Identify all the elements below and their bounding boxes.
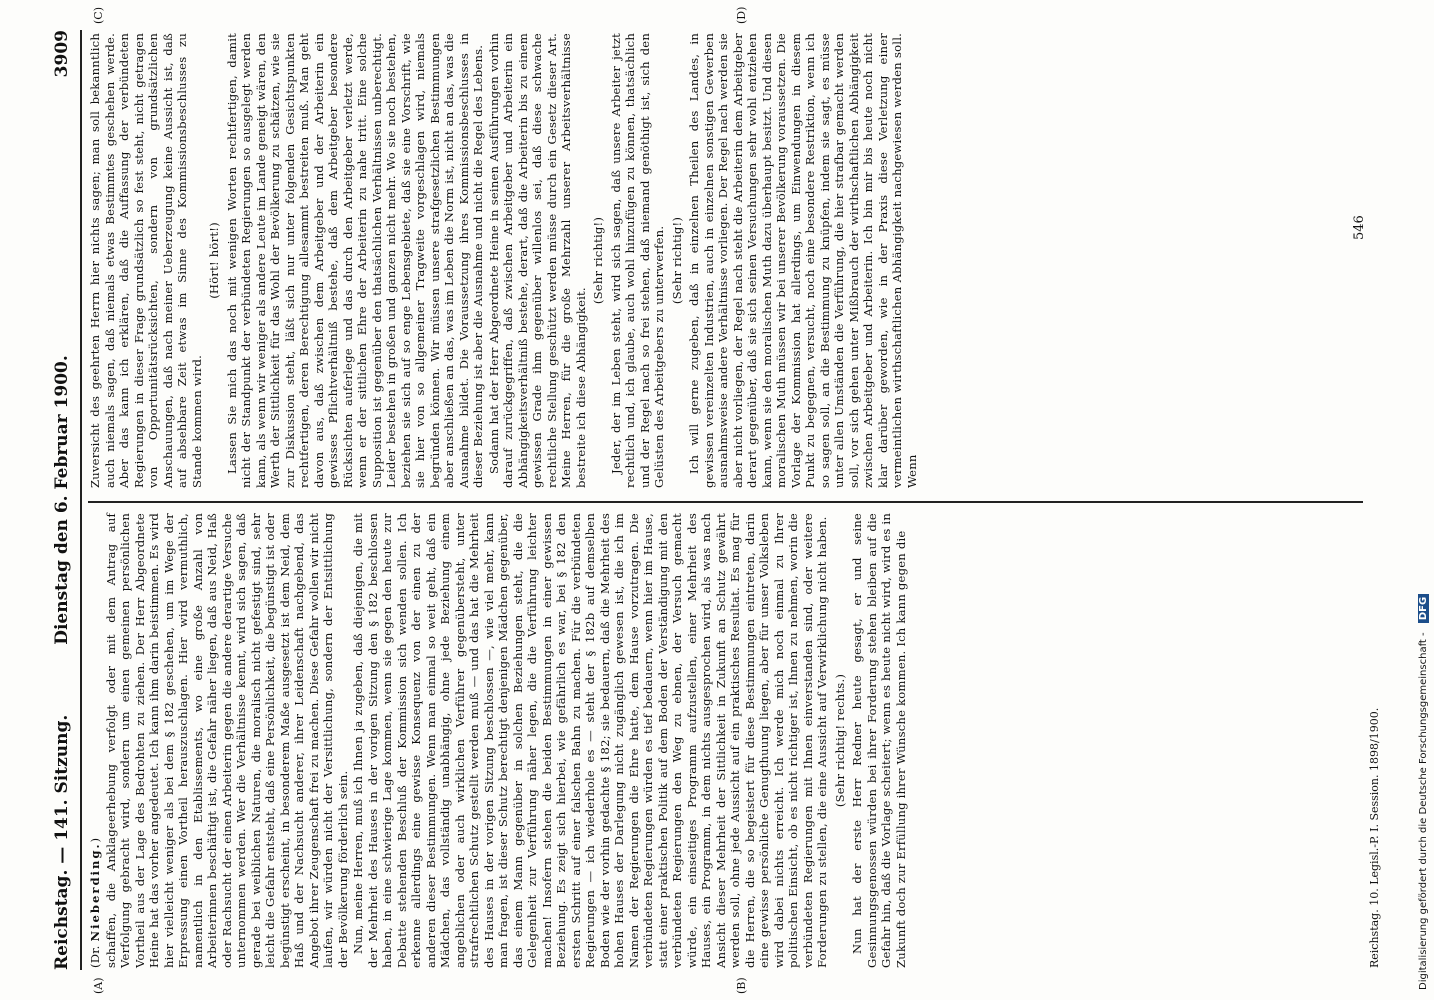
speaker-line xyxy=(88,513,103,968)
margin-label-d: (D) xyxy=(735,6,748,24)
margin-label-c: (C) xyxy=(92,7,105,24)
digitization-sidebar xyxy=(1418,10,1432,990)
header-left: Reichstag. — 141. Sitzung. xyxy=(52,714,72,970)
right-column xyxy=(88,33,1368,488)
page-footer: Reichstag. 10. Legisl.-P. I. Session. 1898/1900. xyxy=(1368,707,1381,968)
paragraph: Ich will gerne zugeben, daß in einzelnen Theilen des Landes, in gewissen vereinzelten Industrien, auch in einzelnen sonstigen Gewerben ausnahmsweise andere Verhältnisse vorliegen. Der Regel nach werden sie aber nicht vorliegen, der Regel nach steht die Arbeiterin dem Arbeitgeber derart gegenüber, daß sie sich seinen Versuchungen sehr wohl entziehen kann, wenn sie den moralischen Muth dazu überhaupt besitzt. Und diesen moralischen Muth müssen wir bei unserer Bevölkerung voraussetzen. Die Vorlage der Kommission hat allerdings, um Einwendungen in diesem Punkt zu begegnen, versucht, noch eine besondere Restriktion, wenn ich so sagen soll, an die Bestimmung zu knüpfen, indem sie sagt, es müsse unter allen Umständen die Verführung, die hier strafbar gemacht werden soll, vor sich gehen unter Mißbrauch der wirthschaftlichen Abhängigkeit zwischen Arbeitgeber und Arbeiterin. Ich bin mir bis heute noch nicht klar darüber geworden, wie in der Praxis diese Verletzung einer vermeintlichen wirthschaftlichen Abhängigkeit nachgewiesen werden soll. Wenn xyxy=(687,33,919,488)
column-divider xyxy=(88,501,1363,503)
paragraph: schaffen, die Anklageerhebung verfolgt oder mit dem Antrag auf Verfolgung gebracht wird, sondern um einen gemeinen persönlichen Vortheil aus der Lage des Bedrohten zu ziehen. Der Herr Abgeordnete Heine hat das vorher angedeutet. Ich kann ihm darin beistimmen. Es wird hier vielleicht weniger als bei dem § 182 geschehen, um im Wege der Erpressung einen Vortheil herauszuschlagen. Hier wird vermuthlich, namentlich in den Etablissements, wo eine große Anzahl von Arbeiterinnen beschäftigt ist, die Gefahr näher liegen, daß aus Neid, Haß oder Rachsucht der einen Arbeiterin gegen die andere derartige Versuche unternommen werden. Wer die Verhältnisse kennt, wird sich sagen, daß gerade bei weiblichen Naturen, die moralisch nicht gefestigt sind, sehr leicht die Gefahr entsteht, daß eine Persönlichkeit, die begünstigt ist oder begünstigt erscheint, in besonderem Maße ausgesetzt ist dem Neid, dem Haß und der Nachsucht anderer, ihrer Leidenschaft nachgebend, das Angebot ihrer Zeugenschaft frei zu machen. Diese Gefahr wollen wir nicht laufen, wir würden nicht der Versittlichung, sondern der Entsittlichung der Bevölkerung förderlich sein. xyxy=(103,513,350,968)
sidebar-text: Digitalisierung gefördert durch die Deutsche Forschungsgemeinschaft - xyxy=(1418,632,1429,990)
paragraph: Zuversicht des geehrten Herrn hier nichts sagen; man soll bekanntlich auch niemals sagen, daß niemals etwas Bestimmtes geschehen werde. Aber das kann ich erklären, daß die Auffassung der verbündeten Regierungen in dieser Frage grundsätzlich so fest steht, nicht getragen von Opportunitätsrücksichten, sondern von grundsätzlichen Anschauungen, daß nach meiner Ueberzeugung keine Aussicht ist, daß auf absehbare Zeit etwas im Sinne des Kommissionsbeschlusses zu Stande kommen wird. xyxy=(88,33,204,488)
applause-note: (Sehr richtig! rechts.) xyxy=(832,673,847,808)
interjection: (Hört! hört!) xyxy=(207,222,221,299)
interjection: (Sehr richtig!) xyxy=(669,216,684,305)
header-date: Dienstag den 6. Februar 1900. xyxy=(52,355,72,645)
page-number: 3909 xyxy=(52,30,72,78)
page-header xyxy=(52,30,78,970)
paragraph: Sodann hat der Herr Abgeordnete Heine in seinen Ausführungen vorhin darauf zurückgegriffen, daß zwischen Arbeitgeber und Arbeiterin ein Abhängigkeitsverhältniß bestehe, derart, daß die Arbeiterin bis zu einem gewissen Grade ihm gegenüber willenlos sei, daß diese schwache rechtliche Stellung geschützt werden müsse durch ein Gesetz dieser Art. Meine Herren, für die große Mehrzahl unserer Arbeitsverhältnisse bestreite ich diese Abhängigkeit. xyxy=(486,33,588,488)
speaker-name: Nieberding. xyxy=(88,842,102,942)
signature-number: 546 xyxy=(1352,215,1367,240)
sidebar-credit xyxy=(1418,10,1429,990)
left-column xyxy=(88,513,1368,968)
margin-label-a: (A) xyxy=(92,977,105,994)
paragraph: Lassen Sie mich das noch mit wenigen Worten rechtfertigen, damit nicht der Standpunkt der verbündeten Regierungen so ausgelegt werden kann, als wenn wir weniger als andere Leute im Lande geneigt wären, den Werth der Sittlichkeit für das Wohl der Bevölkerung zu schätzen, wie sie zur Diskussion steht, läßt sich nur unter folgenden Gesichtspunkten rechtfertigen, deren Berechtigung allesammt bestreiten muß. Man geht davon aus, daß zwischen dem Arbeitgeber und der Arbeiterin ein gewisses Pflichtverhältniß bestehe, daß dem Arbeitgeber besondere Rücksichten auferlege und das durch den Arbeitgeber verletzt werde, wenn er der sittlichen Ehre der Arbeiterin zu nahe tritt. Eine solche Supposition ist gegenüber den thatsächlichen Verhältnissen unberechtigt. Leider bestehen in großen und ganzen nicht mehr. Wo sie noch bestehen, beziehen sie sich auf so enge Lebensgebiete, daß sie eine Vorschrift, wie sie hier von so allgemeiner Tragweite vorgeschlagen wird, niemals begründen können. Wir müssen unsere strafgesetzlichen Bestimmungen aber anschließen an das, was im Leben die Norm ist, nicht an das, was die Ausnahme bildet. Die Voraussetzung ihres Kommissionsbeschlusses in dieser Beziehung ist aber die Ausnahme und nicht die Regel des Lebens. xyxy=(224,32,485,488)
speaker-prefix: (Dr. xyxy=(88,945,102,968)
paragraph: Nun hat der erste Herr Redner heute gesagt, er und seine Gesinnungsgenossen würden bei ihrer Forderung stehen bleiben auf die Gefahr hin, daß die Vorlage scheitert; wenn es heute nicht wird, wird es in Zukunft doch zur Erfüllung ihrer Wünsche kommen. Ich kann gegen die xyxy=(850,513,908,968)
interjection: (Sehr richtig!) xyxy=(591,216,605,305)
dfg-logo: DFG xyxy=(1418,594,1429,623)
paragraph: Jeder, der im Leben steht, wird sich sagen, daß unsere Arbeiter jetzt rechtlich und, ich glaube, auch wohl hinzufügen zu können, thatsächlich und der Regel nach so frei stehen, daß niemand genöthigt ist, sich den Gelüsten des Arbeitgebers zu unterwerfen. xyxy=(608,33,666,488)
margin-label-b: (B) xyxy=(735,977,748,994)
speaker-suffix: ) xyxy=(88,837,102,843)
paragraph: Nun, meine Herren, muß ich Ihnen ja zugeben, daß diejenigen, die mit der Mehrheit des Hauses in der vorigen Sitzung den § 182 beschlossen haben, in eine schwierige Lage kommen, wenn sie gegen den heute zur Debatte stehenden Beschluß der Kommission sich wenden sollen. Ich erkenne allerdings eine gewisse Konsequenz von der einen zu der anderen dieser Bestimmungen. Wenn man einmal so weit geht, daß ein Mädchen, das vollständig unabhängig, ohne jede Beziehung einem angeblichen oder auch wirklichen Verführer gegenübersteht, unter strafrechtlichen Schutz gestellt werden muß — und das hat die Mehrheit des Hauses in der vorigen Sitzung beschlossen —, wie viel mehr, kann man fragen, ist dieser Schutz berechtigt denjenigen Mädchen gegenüber, das einem Mann gegenüber in solchen Beziehungen steht, die die Gelegenheit zur Verführung näher legen, die die Verführung leichter machen! Insofern stehen die beiden Bestimmungen in einer gewissen Beziehung. Es zeigt sich hierbei, wie gefährlich es war, bei § 182 den ersten Schritt auf einer falschen Bahn zu machen. Für die verbündeten Regierungen — ich wiederhole es — steht der § 182b auf demselben Boden wie der vorhin gedachte § 182; sie bedauern, daß die Mehrheit des hohen Hauses der Darlegung nicht zugänglich gewesen ist, die ich im Namen der Regierungen die Ehre hatte, dem Hause vorzutragen. Die verbündeten Regierungen würden es tief bedauern, wenn hier im Hause, statt einer praktischen Politik auf dem Boden der Verständigung mit den verbündeten Regierungen den Weg zu ebnen, der Versuch gemacht würde, ein einseitiges Programm aufzustellen, einer Mehrheit des Hauses, ein Programm, in dem nichts ausgesprochen wird, als was nach Ansicht dieser Mehrheit der Sittlichkeit in Zukunft an Schutz gewährt werden soll, ohne jede Aussicht auf ein praktisches Resultat. Es mag für die Herren, die so begeistert für diese Bestimmungen eintreten, darin eine gewisse persönliche Genugthuung liegen, aber für unser Volksleben wird dabei nichts erreicht. Ich werde mich noch einmal zu Ihrer politischen Einsicht, ob es nicht richtiger ist, Ihnen zu nehmen, worin die verbündeten Regierungen mit Ihnen einverstanden sind, oder weitere Forderungen zu stellen, die eine Aussicht auf Verwirklichung nicht haben. xyxy=(351,513,829,968)
header-rule xyxy=(80,30,82,970)
